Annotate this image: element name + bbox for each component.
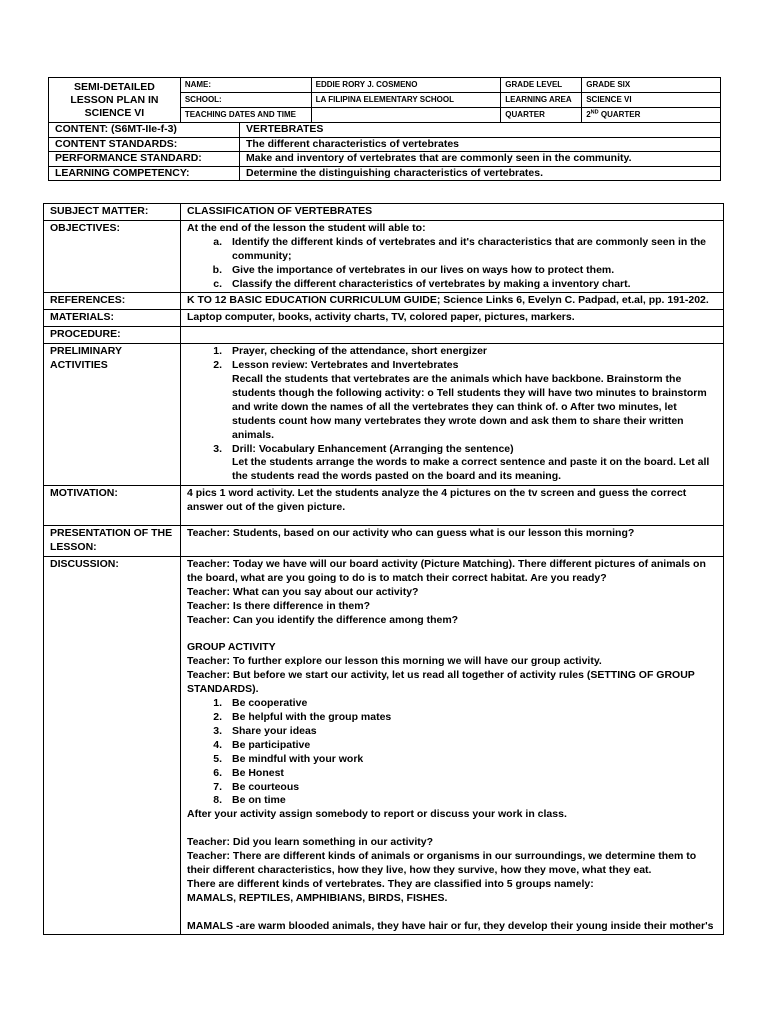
quarter-word: QUARTER [598,110,641,119]
procedure-value [181,327,724,344]
preliminary-number: 2. [213,359,222,372]
spacer [187,628,717,642]
preliminary-item [187,345,717,359]
content-standards-label: CONTENT STANDARDS: [49,137,240,152]
references-value: K TO 12 BASIC EDUCATION CURRICULUM GUIDE; Science Links 6, Evelyn C. Padpad, et.al, pp. 191-202. [181,293,724,310]
standards-table [48,122,721,181]
preliminary-detail: Let the students arrange the words to make a correct sentence and paste it on the board. Let all the students read the words pasted on the board and its meaning. [232,456,710,483]
objective-item [187,278,717,292]
rule-item [187,711,717,725]
performance-standard-label: PERFORMANCE STANDARD: [49,152,240,167]
title-line-1: SEMI-DETAILED [73,80,155,93]
motivation-label: MOTIVATION: [44,486,181,526]
subject-matter-label: SUBJECT MATTER: [44,204,181,221]
preliminary-text: Drill: Vocabulary Enhancement (Arranging the sentence) [232,442,514,455]
objective-letter: a. [213,235,222,248]
teaching-dates-label: TEACHING DATES AND TIME [180,108,311,123]
lesson-plan-title [49,78,181,123]
rule-item [187,725,717,739]
quarter-number: 2 [586,110,591,119]
school-label: SCHOOL: [180,93,311,108]
materials-label: MATERIALS: [44,310,181,327]
objectives-intro: At the end of the lesson the student will able to: [187,221,426,234]
preliminary-item [187,443,717,457]
rule-number: 5. [213,752,222,765]
preliminary-detail: Recall the students that vertebrates are the animals which have backbone. Brainstorm the students though the following activity: o Tell students they will have two minutes to brainstorm and write down the names of all the vertebrates they can think of. o After two minutes, let students count how many vertebrates they wrote down and ask them to share their written animals. [232,372,707,441]
title-line-3: SCIENCE VI [84,106,145,119]
presentation-value: Teacher: Students, based on our activity who can guess what is our lesson this morning? [181,526,724,557]
preliminary-item [187,359,717,373]
quarter-value [582,108,721,123]
objectives-content [181,220,724,293]
content-label: CONTENT: (S6MT-IIe-f-3) [49,123,240,138]
rule-text: Be helpful with the group mates [232,710,392,723]
spacer [187,906,717,920]
discussion-line: MAMALS -are warm blooded animals, they have hair or fur, they develop their young inside their mother's [187,919,714,932]
rule-text: Share your ideas [232,724,317,737]
discussion-line: Teacher: To further explore our lesson this morning we will have our group activity. [187,655,602,668]
rule-item [187,753,717,767]
discussion-label: DISCUSSION: [44,557,181,935]
rule-number: 6. [213,766,222,779]
references-label: REFERENCES: [44,293,181,310]
subject-matter-value: CLASSIFICATION OF VERTEBRATES [181,204,724,221]
presentation-label: PRESENTATION OF THE LESSON: [44,526,181,557]
objective-item [187,236,717,264]
learning-competency-label: LEARNING COMPETENCY: [49,166,240,181]
name-label: NAME: [180,78,311,93]
spacer [187,822,717,836]
rule-text: Be cooperative [232,697,308,710]
motivation-value: 4 pics 1 word activity. Let the students analyze the 4 pictures on the tv screen and guess the correct answer out of the given picture. [181,486,724,526]
rule-text: Be courteous [232,780,300,793]
rule-item [187,781,717,795]
grade-level-label: GRADE LEVEL [501,78,582,93]
quarter-suffix: ND [590,109,599,116]
materials-value: Laptop computer, books, activity charts, TV, colored paper, pictures, markers. [181,310,724,327]
learning-competency-value: Determine the distinguishing characteristics of vertebrates. [240,166,721,181]
quarter-label: QUARTER [501,108,582,123]
performance-standard-value: Make and inventory of vertebrates that are commonly seen in the community. [240,152,721,167]
rule-item [187,767,717,781]
discussion-line: After your activity assign somebody to report or discuss your work in class. [187,808,567,821]
rule-number: 1. [213,697,222,710]
content-standards-value: The different characteristics of vertebrates [240,137,721,152]
preliminary-text: Prayer, checking of the attendance, short energizer [232,345,487,358]
rule-text: Be participative [232,738,311,751]
objective-text: Identify the different kinds of vertebrates and it's characteristics that are commonly seen in the community; [232,235,706,262]
rule-item [187,739,717,753]
grade-level-value: GRADE SIX [582,78,721,93]
rule-text: Be mindful with your work [232,752,364,765]
objective-text: Classify the different characteristics of vertebrates by making a inventory chart. [232,277,631,290]
rule-number: 8. [213,794,222,807]
rule-number: 3. [213,724,222,737]
name-value: EDDIE RORY J. COSMENO [311,78,501,93]
objectives-label: OBJECTIVES: [44,220,181,293]
rule-text: Be on time [232,794,286,807]
procedure-label: PROCEDURE: [44,327,181,344]
objective-letter: b. [212,263,222,276]
content-value: VERTEBRATES [240,123,721,138]
discussion-content [181,557,724,935]
discussion-line: Teacher: What can you say about our activity? [187,585,419,598]
discussion-line: Teacher: There are different kinds of animals or organisms in our surroundings, we determine them to their different characteristics, how they live, how they survive, how they move, what they eat. [187,850,697,876]
preliminary-activities-content [181,344,724,486]
learning-area-label: LEARNING AREA [501,93,582,108]
preliminary-activities-label: PRELIMINARY ACTIVITIES [44,344,181,486]
discussion-line: Teacher: But before we start our activity, let us read all together of activity rules (SETTING OF GROUP STANDARDS). [187,669,695,696]
discussion-line: Teacher: Today we have will our board activity (Picture Matching). There different pictures of animals on the board, what are you going to do is to match their correct habitat. Are you ready? [187,558,706,584]
learning-area-value: SCIENCE VI [582,93,721,108]
rule-item [187,794,717,808]
lesson-body-table [43,203,724,935]
title-line-2: LESSON PLAN IN [70,93,159,106]
rule-text: Be Honest [232,766,284,779]
objective-letter: c. [213,277,222,290]
discussion-line: MAMALS, REPTILES, AMPHIBIANS, BIRDS, FISHES. [187,891,448,904]
preliminary-number: 3. [213,442,222,455]
rule-item [187,697,717,711]
discussion-line: Teacher: Can you identify the difference among them? [187,613,459,626]
objective-item [187,264,717,278]
discussion-line: Teacher: Is there difference in them? [187,599,371,612]
preliminary-text: Lesson review: Vertebrates and Invertebrates [232,359,459,372]
teaching-dates-value [311,108,501,123]
rule-number: 7. [213,780,222,793]
rule-number: 4. [213,738,222,751]
group-activity-title: GROUP ACTIVITY [187,641,276,654]
school-value: LA FILIPINA ELEMENTARY SCHOOL [311,93,501,108]
discussion-line: Teacher: Did you learn something in our activity? [187,836,434,849]
objective-text: Give the importance of vertebrates in our lives on ways how to protect them. [232,263,615,276]
rule-number: 2. [213,710,222,723]
lesson-plan-header-table [48,77,721,123]
discussion-line: There are different kinds of vertebrates. They are classified into 5 groups namely: [187,877,594,890]
preliminary-number: 1. [213,345,222,358]
